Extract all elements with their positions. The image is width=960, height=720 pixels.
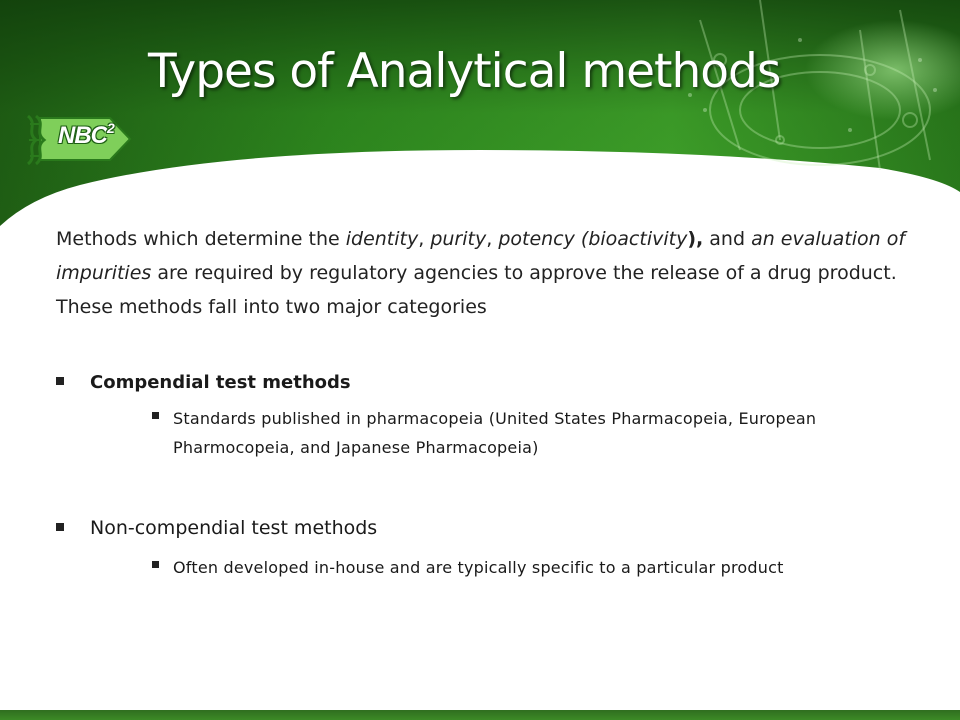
intro-identity: identity: [345, 228, 419, 250]
intro-purity: purity: [430, 228, 487, 250]
logo-superscript: 2: [107, 120, 114, 136]
square-bullet-icon: [56, 523, 64, 531]
header-background: [0, 0, 960, 240]
intro-evaluation: an evaluation of impurities: [56, 228, 906, 284]
intro-paragraph: [56, 222, 906, 324]
logo-text: [58, 120, 114, 150]
bullet-label: Compendial test methods: [90, 372, 351, 393]
sub-bullet-text: Often developed in-house and are typically specific to a particular product: [173, 558, 784, 577]
bullet-label: Non-compendial test methods: [90, 517, 378, 539]
intro-potency: potency (bioactivity: [498, 228, 688, 250]
square-bullet-icon: [56, 377, 64, 385]
logo-text-main: NBC: [58, 122, 107, 149]
slide-title: Types of Analytical methods: [148, 44, 781, 99]
sub-bullet-non-compendial: [152, 553, 932, 582]
bullet-compendial: [56, 370, 351, 396]
intro-comma-1: ,: [418, 228, 431, 250]
intro-and: and: [703, 228, 752, 250]
sub-bullet-compendial: [152, 404, 892, 462]
header-banner: [0, 0, 960, 240]
nbc2-logo-icon: [22, 110, 134, 168]
intro-comma-2: ,: [486, 228, 499, 250]
intro-paren-close: ),: [687, 228, 704, 250]
bullet-non-compendial: [56, 514, 377, 542]
intro-text-end: are required by regulatory agencies to approve the release of a drug product. These methods fall into two major categories: [56, 262, 897, 318]
intro-text-start: Methods which determine the: [56, 228, 346, 250]
sub-bullet-text: Standards published in pharmacopeia (United States Pharmacopeia, European Pharmocopeia, and Japanese Pharmacopeia): [173, 409, 817, 457]
footer-bar: [0, 710, 960, 720]
square-bullet-icon: [152, 561, 159, 568]
square-bullet-icon: [152, 412, 159, 419]
